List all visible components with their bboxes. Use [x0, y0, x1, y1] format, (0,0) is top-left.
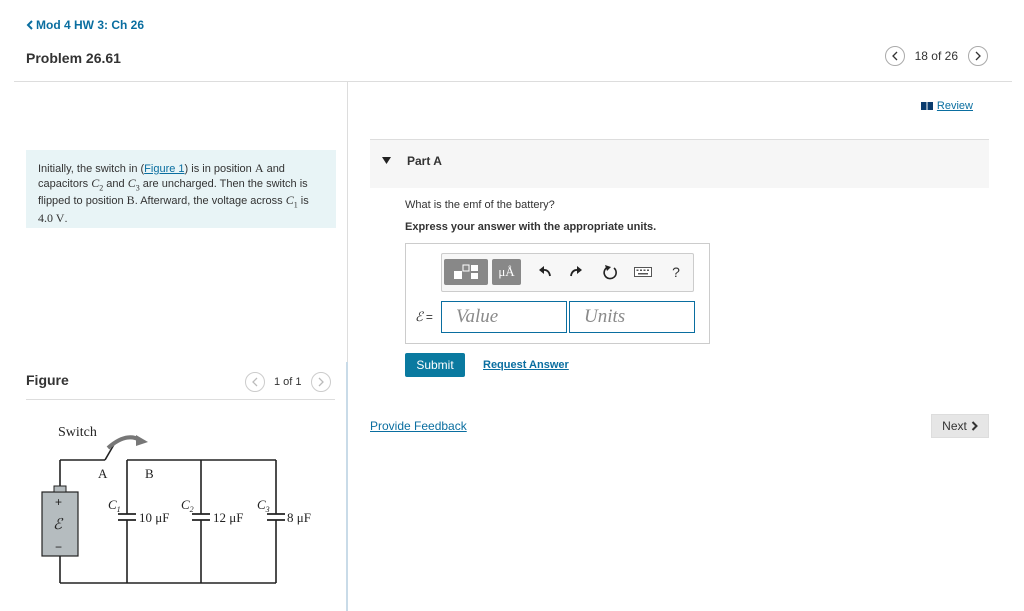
capacitor-c1-letter: C [285, 193, 294, 208]
problem-text: and capacitors [38, 163, 285, 190]
template-button[interactable] [444, 259, 488, 285]
problem-pager-text: 18 of 26 [914, 49, 958, 63]
problem-title: Problem 26.61 [26, 50, 121, 66]
next-figure-button[interactable] [311, 372, 331, 392]
switch-label: Switch [58, 425, 97, 440]
units-button[interactable]: μÅ [492, 259, 521, 285]
help-button[interactable]: ? [672, 264, 680, 280]
question-text: What is the emf of the battery? [405, 199, 555, 211]
emf-symbol: ℰ [415, 309, 423, 324]
c1-label-sub: 1 [116, 505, 121, 514]
problem-pager [885, 46, 988, 66]
capacitor-c1-sub: 1 [293, 200, 298, 210]
header-divider [14, 81, 1012, 82]
reset-icon [602, 264, 618, 280]
chevron-right-icon [974, 51, 982, 61]
c1-value: 10 μF [139, 510, 170, 525]
switch-position-a: A [98, 466, 108, 481]
capacitor-c3 [128, 176, 140, 190]
problem-text: Initially, the switch in ( [38, 163, 145, 175]
figure-title: Figure [26, 372, 69, 388]
c2-value: 12 μF [213, 510, 244, 525]
instructions-text: Express your answer with the appropriate units. [405, 221, 657, 233]
problem-text: ) is in position [184, 163, 255, 175]
switch-arrow-head [136, 435, 148, 446]
triangle-down-icon[interactable] [382, 157, 391, 164]
problem-text: are uncharged. Then the switch is flipped to position [38, 177, 308, 208]
chevron-right-icon [971, 421, 978, 431]
reset-button[interactable] [599, 259, 621, 285]
voltage-value: 4.0 V [38, 211, 65, 226]
chevron-left-icon [251, 377, 259, 387]
undo-button[interactable] [535, 259, 555, 285]
battery-terminal [54, 486, 66, 492]
part-a-label: Part A [407, 154, 442, 168]
capacitor-c3-letter: C [127, 175, 136, 190]
figure-pager [245, 372, 331, 392]
undo-icon [538, 266, 552, 278]
redo-icon [569, 266, 583, 278]
submit-button[interactable]: Submit [405, 353, 465, 377]
position-b: B [126, 193, 135, 208]
book-icon [921, 102, 933, 110]
keyboard-icon [634, 266, 652, 278]
position-a: A [254, 161, 264, 175]
review-link[interactable] [921, 100, 973, 112]
capacitor-c2-sub: 2 [99, 182, 104, 192]
c2-label-letter: C [181, 497, 190, 512]
problem-text: . Afterward, the voltage across [134, 195, 286, 208]
battery-plus: + [55, 495, 63, 509]
request-answer-link[interactable]: Request Answer [483, 359, 569, 371]
answer-label [415, 309, 433, 325]
back-link-label: Mod 4 HW 3: Ch 26 [36, 18, 145, 32]
keyboard-button[interactable] [632, 259, 654, 285]
c3-value: 8 μF [287, 510, 311, 525]
problem-text: . [64, 213, 68, 226]
chevron-left-icon [26, 20, 33, 30]
equals-sign: = [425, 310, 433, 324]
next-problem-button[interactable] [968, 46, 988, 66]
c3-label [257, 497, 270, 514]
c2-label [181, 497, 194, 514]
part-a-header[interactable] [370, 140, 989, 188]
capacitor-c3-sub: 3 [135, 182, 140, 192]
c3-label-letter: C [257, 497, 266, 512]
c1-label [108, 497, 121, 514]
problem-text: is [297, 195, 309, 208]
redo-button[interactable] [566, 259, 586, 285]
battery-minus: − [55, 540, 63, 554]
template-icon [451, 263, 481, 281]
switch-arrow-icon [108, 437, 140, 448]
next-button-label: Next [942, 419, 967, 433]
value-input[interactable] [441, 301, 567, 333]
pane-divider-handle[interactable] [346, 362, 348, 611]
c3-label-sub: 3 [265, 505, 270, 514]
chevron-right-icon [317, 377, 325, 387]
capacitor-c1 [285, 193, 298, 210]
units-input[interactable] [569, 301, 695, 333]
capacitor-c2-letter: C [91, 175, 100, 190]
figure-divider [26, 399, 335, 400]
back-link[interactable] [26, 18, 144, 32]
figure-pager-text: 1 of 1 [274, 376, 302, 388]
c2-label-sub: 2 [189, 505, 194, 514]
c1-label-letter: C [108, 497, 117, 512]
review-label: Review [936, 100, 973, 112]
prev-problem-button[interactable] [885, 46, 905, 66]
next-button[interactable] [931, 414, 989, 438]
chevron-left-icon [891, 51, 899, 61]
provide-feedback-link[interactable]: Provide Feedback [370, 419, 467, 433]
prev-figure-button[interactable] [245, 372, 265, 392]
switch-position-b: B [145, 466, 154, 481]
problem-statement [26, 150, 336, 228]
figure-link[interactable]: Figure 1 [144, 163, 185, 175]
problem-text: and [103, 177, 128, 190]
circuit-diagram [36, 418, 326, 593]
capacitor-c2 [91, 176, 103, 190]
battery-emf: ℰ [53, 517, 63, 533]
